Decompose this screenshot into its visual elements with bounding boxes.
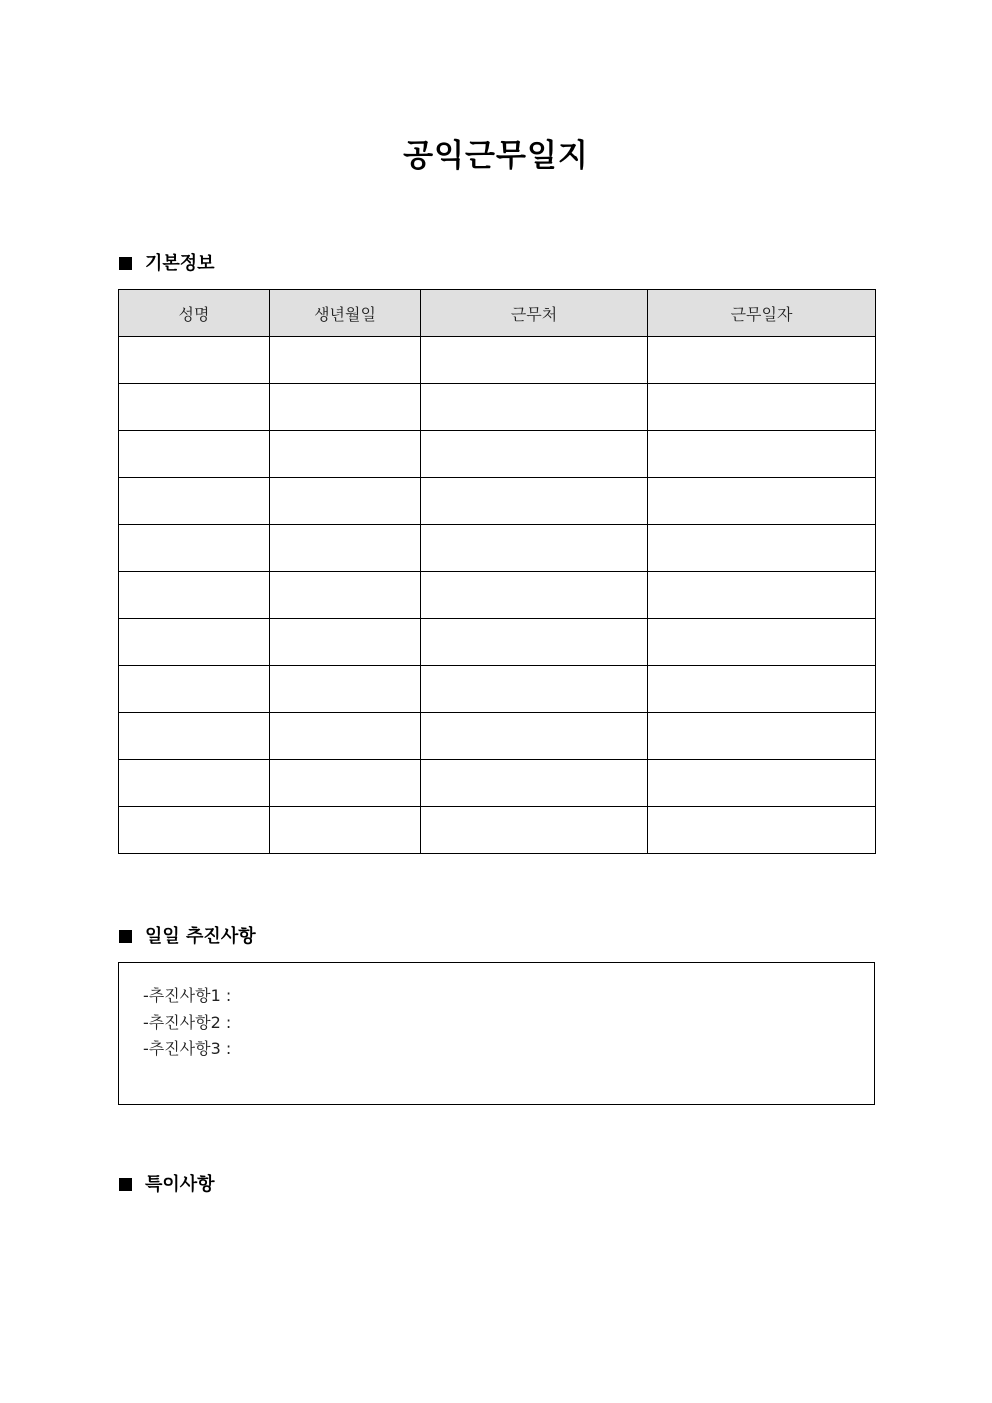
- table-cell[interactable]: [270, 337, 421, 384]
- table-cell[interactable]: [119, 525, 270, 572]
- table-cell[interactable]: [270, 431, 421, 478]
- table-row: [119, 478, 876, 525]
- table-cell[interactable]: [421, 337, 648, 384]
- table-cell[interactable]: [270, 572, 421, 619]
- table-cell[interactable]: [119, 384, 270, 431]
- table-cell[interactable]: [119, 760, 270, 807]
- table-cell[interactable]: [421, 478, 648, 525]
- table-row: [119, 431, 876, 478]
- column-header-work-date: 근무일자: [648, 290, 876, 337]
- table-cell[interactable]: [421, 572, 648, 619]
- table-cell[interactable]: [648, 478, 876, 525]
- column-header-name: 성명: [119, 290, 270, 337]
- table-cell[interactable]: [421, 384, 648, 431]
- table-row: [119, 760, 876, 807]
- table-cell[interactable]: [421, 760, 648, 807]
- table-cell[interactable]: [119, 619, 270, 666]
- page-title: 공익근무일지: [403, 138, 589, 174]
- table-cell[interactable]: [421, 666, 648, 713]
- table-cell[interactable]: [270, 525, 421, 572]
- progress-item: -추진사항2 :: [143, 1012, 232, 1032]
- table-cell[interactable]: [270, 384, 421, 431]
- table-cell[interactable]: [648, 525, 876, 572]
- table-cell[interactable]: [648, 807, 876, 854]
- progress-item: -추진사항1 :: [143, 986, 232, 1005]
- table-cell[interactable]: [421, 525, 648, 572]
- table-cell[interactable]: [119, 666, 270, 713]
- table-cell[interactable]: [270, 760, 421, 807]
- table-cell[interactable]: [421, 431, 648, 478]
- table-cell[interactable]: [119, 807, 270, 854]
- table-cell[interactable]: [421, 807, 648, 854]
- table-cell[interactable]: [648, 666, 876, 713]
- table-cell[interactable]: [648, 572, 876, 619]
- table-cell[interactable]: [648, 760, 876, 807]
- table-cell[interactable]: [648, 713, 876, 760]
- table-cell[interactable]: [270, 807, 421, 854]
- section-heading-label: 특이사항: [145, 1174, 215, 1195]
- section-heading-label: 기본정보: [145, 253, 215, 274]
- table-cell[interactable]: [648, 431, 876, 478]
- section-heading-special-notes: [119, 1173, 215, 1197]
- table-cell[interactable]: [119, 337, 270, 384]
- progress-list: [119, 963, 874, 1063]
- square-bullet-icon: [119, 257, 132, 270]
- daily-progress-box[interactable]: [118, 962, 875, 1105]
- table-cell[interactable]: [421, 713, 648, 760]
- table-row: [119, 384, 876, 431]
- table-cell[interactable]: [119, 478, 270, 525]
- table-row: [119, 666, 876, 713]
- table-cell[interactable]: [119, 572, 270, 619]
- table-cell[interactable]: [421, 619, 648, 666]
- table-row: [119, 807, 876, 854]
- table-header-row: [119, 290, 876, 337]
- column-header-birthdate: 생년월일: [270, 290, 421, 337]
- table-row: [119, 619, 876, 666]
- table-cell[interactable]: [648, 619, 876, 666]
- square-bullet-icon: [119, 1178, 132, 1191]
- section-heading-daily-progress: [119, 925, 256, 949]
- table-row: [119, 337, 876, 384]
- column-header-workplace: 근무처: [421, 290, 648, 337]
- section-heading-label: 일일 추진사항: [145, 926, 256, 947]
- table-cell[interactable]: [648, 337, 876, 384]
- table-row: [119, 713, 876, 760]
- table-row: [119, 572, 876, 619]
- basic-info-table: [118, 289, 876, 854]
- table-cell[interactable]: [270, 713, 421, 760]
- table-row: [119, 525, 876, 572]
- table-cell[interactable]: [270, 619, 421, 666]
- section-heading-basic-info: [119, 252, 215, 276]
- square-bullet-icon: [119, 930, 132, 943]
- table-cell[interactable]: [648, 384, 876, 431]
- table-cell[interactable]: [270, 478, 421, 525]
- table-cell[interactable]: [270, 666, 421, 713]
- table-cell[interactable]: [119, 431, 270, 478]
- table-cell[interactable]: [119, 713, 270, 760]
- progress-item: -추진사항3 :: [143, 1039, 232, 1058]
- table-body: [119, 337, 876, 854]
